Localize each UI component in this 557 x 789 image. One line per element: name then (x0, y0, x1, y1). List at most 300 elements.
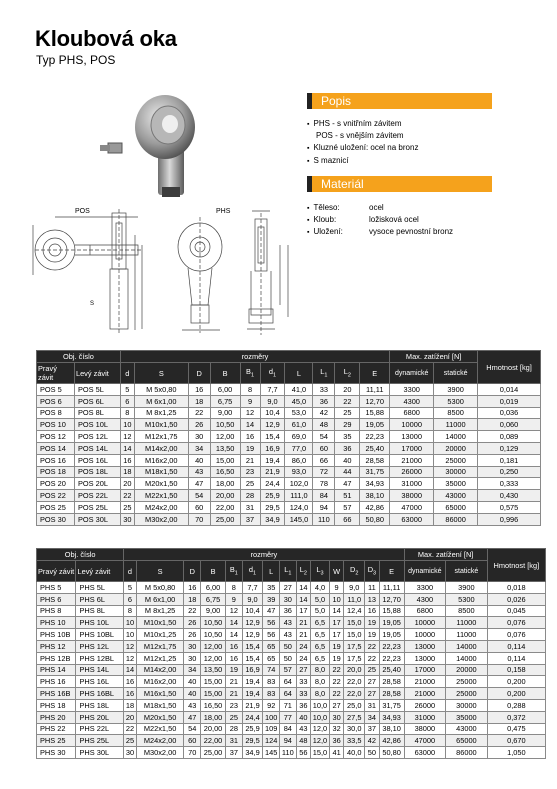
column-header-b1: $B_1$ (226, 561, 243, 582)
table-cell: PHS 14L (76, 664, 124, 676)
table-cell: 22,23 (379, 652, 404, 664)
table-cell: 8 (226, 582, 243, 594)
table-cell: 0,060 (478, 419, 541, 431)
table-cell: 13,50 (210, 442, 240, 454)
table-cell: 14 (226, 629, 243, 641)
table-cell: 16,9 (260, 442, 285, 454)
table-cell: 44 (335, 466, 360, 478)
table-row (37, 629, 546, 641)
table-cell: 20000 (434, 442, 478, 454)
table-cell: 24 (296, 640, 311, 652)
table-cell: 50,80 (379, 747, 404, 759)
table-cell: 11,11 (360, 384, 390, 396)
header-obj-cislo: Obj. číslo (37, 549, 124, 561)
table-cell: 10 (124, 617, 136, 629)
table-cell: 25 (226, 711, 243, 723)
table-cell: 22 (120, 490, 134, 502)
table-cell: 33,5 (344, 735, 365, 747)
table-cell: 47 (184, 711, 201, 723)
table-row (37, 676, 546, 688)
table-cell: POS 25 (37, 501, 75, 513)
table-cell: 6 (120, 395, 134, 407)
table-cell: 22 (365, 640, 380, 652)
product-photo (80, 87, 230, 202)
table-cell: 34 (365, 711, 380, 723)
table-cell: M10x1,50 (134, 419, 188, 431)
table-cell: 0,288 (487, 699, 545, 711)
table-cell: 110 (313, 513, 335, 525)
table-cell: 0,026 (487, 593, 545, 605)
table-cell: 30 (124, 747, 136, 759)
table-cell: 51 (335, 490, 360, 502)
table-cell: 25,40 (360, 442, 390, 454)
table-cell: POS 10L (74, 419, 120, 431)
table-cell: 12 (124, 640, 136, 652)
table-cell: 22 (329, 688, 344, 700)
table-cell: 19,4 (260, 454, 285, 466)
table-cell: M10x1,50 (136, 617, 184, 629)
table-cell: 17,5 (344, 640, 365, 652)
table-cell: POS 18L (74, 466, 120, 478)
table-cell: 15,4 (242, 640, 263, 652)
header-dynamicke: dynamické (390, 363, 434, 384)
table-cell: PHS 20L (76, 711, 124, 723)
table-cell: PHS 16 (37, 676, 76, 688)
table-cell: 64 (280, 688, 297, 700)
header-hmotnost: Hmotnost [kg] (478, 351, 541, 384)
table-cell: 14 (226, 617, 243, 629)
table-cell: 8,0 (311, 664, 330, 676)
table-cell: 66 (313, 454, 335, 466)
table-cell: 15,4 (242, 652, 263, 664)
column-header-l: L (285, 363, 313, 384)
table-cell: 34,93 (379, 711, 404, 723)
table-cell: 6800 (390, 407, 434, 419)
table-cell: 21000 (404, 676, 446, 688)
table-cell: 0,575 (478, 501, 541, 513)
popis-item: ▪ Kluzné uložení: ocel na bronz (307, 142, 418, 154)
table-cell: M 6x1,00 (134, 395, 188, 407)
popis-heading-bar (307, 93, 492, 109)
table-cell: 15,4 (260, 431, 285, 443)
table-cell: 37 (226, 747, 243, 759)
table-cell: 16,50 (201, 699, 226, 711)
table-cell: M 6x1,00 (136, 593, 184, 605)
table-cell: 14 (124, 664, 136, 676)
table-cell: 19 (365, 617, 380, 629)
table-cell: 42 (365, 735, 380, 747)
table-cell: POS 12 (37, 431, 75, 443)
table-cell: 0,181 (478, 454, 541, 466)
table-cell: 18 (188, 395, 210, 407)
table-cell: 77,0 (285, 442, 313, 454)
table-cell: 28 (240, 490, 260, 502)
table-cell: 21 (226, 688, 243, 700)
table-cell: 19,05 (379, 617, 404, 629)
table-cell: 84 (280, 723, 297, 735)
table-cell: POS 10 (37, 419, 75, 431)
table-cell: 28 (226, 723, 243, 735)
table-cell: 50,80 (360, 513, 390, 525)
table-cell: 53,0 (285, 407, 313, 419)
table-cell: 0,114 (487, 652, 545, 664)
table-cell: 10,50 (201, 629, 226, 641)
table-cell: 18 (184, 593, 201, 605)
table-cell: 43 (280, 617, 297, 629)
table-cell: 6,00 (210, 384, 240, 396)
column-header-d2: $D_2$ (344, 561, 365, 582)
table-row (37, 582, 546, 594)
table-row (37, 395, 541, 407)
table-cell: M14x2,00 (134, 442, 188, 454)
table-cell: PHS 16B (37, 688, 76, 700)
table-cell: 48 (313, 419, 335, 431)
column-header-l2: $L_2$ (296, 561, 311, 582)
table-cell: 23 (226, 699, 243, 711)
table-cell: 25,40 (379, 664, 404, 676)
table-cell: 56 (263, 617, 280, 629)
table-cell: POS 14 (37, 442, 75, 454)
table-cell: 0,129 (478, 442, 541, 454)
table-cell: 0,670 (487, 735, 545, 747)
table-cell: 17,5 (344, 652, 365, 664)
table-cell: 0,076 (487, 629, 545, 641)
table-cell: 32 (329, 723, 344, 735)
table-row (37, 466, 541, 478)
table-cell: POS 6 (37, 395, 75, 407)
column-header-d: d (124, 561, 136, 582)
header-staticke: statické (446, 561, 488, 582)
table-cell: 77 (280, 711, 297, 723)
phs-table (36, 548, 546, 759)
table-cell: 11,0 (344, 593, 365, 605)
table-cell: M 5x0,80 (136, 582, 184, 594)
table-cell: 3300 (404, 582, 446, 594)
table-cell: M30x2,00 (136, 747, 184, 759)
table-cell: 40 (184, 676, 201, 688)
material-row: ▪ Kloub: ložisková ocel (307, 214, 453, 226)
table-cell: PHS 20 (37, 711, 76, 723)
table-cell: 0,475 (487, 723, 545, 735)
table-cell: 18,00 (210, 478, 240, 490)
table-cell: 4,0 (311, 582, 330, 594)
table-cell: 6,5 (311, 652, 330, 664)
table-cell: 111,0 (285, 490, 313, 502)
table-cell: M 8x1,25 (134, 407, 188, 419)
table-cell: M 5x0,80 (134, 384, 188, 396)
table-cell: 10 (329, 593, 344, 605)
table-cell: 0,333 (478, 478, 541, 490)
table-cell: 16 (188, 384, 210, 396)
table-cell: 30,0 (344, 723, 365, 735)
table-cell: 47000 (404, 735, 446, 747)
table-cell: 19,05 (360, 419, 390, 431)
table-cell: 15,0 (311, 747, 330, 759)
table-cell: 19 (329, 652, 344, 664)
table-cell: PHS 25L (76, 735, 124, 747)
table-cell: 8 (240, 384, 260, 396)
table-cell: POS 8L (74, 407, 120, 419)
table-cell: 34 (184, 664, 201, 676)
table-cell: 21000 (404, 688, 446, 700)
material-list (307, 202, 453, 239)
table-cell: PHS 30 (37, 747, 76, 759)
table-cell: 6 (124, 593, 136, 605)
table-cell: 22,0 (344, 688, 365, 700)
table-cell: 31 (365, 699, 380, 711)
table-cell: 16 (120, 454, 134, 466)
table-cell: PHS 12B (37, 652, 76, 664)
table-cell: 22,23 (379, 640, 404, 652)
table-cell: 8500 (434, 407, 478, 419)
table-cell: 25,00 (210, 513, 240, 525)
table-cell: 4300 (390, 395, 434, 407)
table-cell: 56 (296, 747, 311, 759)
table-cell: 63000 (390, 513, 434, 525)
table-cell: 21,9 (242, 699, 263, 711)
table-cell: PHS 25 (37, 735, 76, 747)
table-cell: M16x1,50 (136, 688, 184, 700)
table-cell: 20,0 (344, 664, 365, 676)
table-cell: 5 (124, 582, 136, 594)
table-cell: 63000 (404, 747, 446, 759)
table-cell: 10 (124, 629, 136, 641)
table-cell: 0,996 (478, 513, 541, 525)
table-cell: 43 (280, 629, 297, 641)
table-cell: 12,4 (344, 605, 365, 617)
table-cell: 5,0 (311, 605, 330, 617)
table-cell: 65000 (446, 735, 488, 747)
column-header-d1: $d_1$ (260, 363, 285, 384)
table-cell: 19,4 (242, 676, 263, 688)
table-cell: 41 (329, 747, 344, 759)
table-cell: 12 (226, 605, 243, 617)
table-cell: M24x2,00 (136, 735, 184, 747)
table-cell: 41,0 (285, 384, 313, 396)
popis-item: ▪ PHS - s vnitřním závitem (307, 118, 418, 130)
table-row (37, 617, 546, 629)
column-header-d: d (120, 363, 134, 384)
table-cell: 10,0 (311, 699, 330, 711)
table-cell: 23 (240, 466, 260, 478)
table-cell: M 8x1,25 (136, 605, 184, 617)
column-header-l: L (263, 561, 280, 582)
table-cell: POS 5L (74, 384, 120, 396)
table-cell: 16 (184, 582, 201, 594)
table-cell: 0,372 (487, 711, 545, 723)
table-cell: 12,70 (360, 395, 390, 407)
popis-item: POS - s vnějším závitem (316, 131, 404, 141)
table-cell: 0,014 (478, 384, 541, 396)
table-cell: 43000 (446, 723, 488, 735)
table-cell: 30000 (446, 699, 488, 711)
table-cell: 33 (313, 384, 335, 396)
table-cell: 12,0 (311, 735, 330, 747)
page-title: Kloubová oka (35, 26, 177, 51)
table-cell: 9 (226, 593, 243, 605)
table-cell: 6,5 (311, 617, 330, 629)
header-hmotnost: Hmotnost [kg] (487, 549, 545, 582)
table-cell: 29,5 (242, 735, 263, 747)
table-cell: 40 (296, 711, 311, 723)
table-cell: POS 6L (74, 395, 120, 407)
table-cell: 5300 (434, 395, 478, 407)
table-cell: 24,4 (260, 478, 285, 490)
table-row (37, 407, 541, 419)
table-cell: 16 (124, 688, 136, 700)
table-cell: 9,0 (344, 582, 365, 594)
column-header-e: E (379, 561, 404, 582)
table-cell: 25,00 (201, 747, 226, 759)
table-cell: 12,9 (242, 617, 263, 629)
table-cell: 50 (280, 640, 297, 652)
table-cell: 37 (365, 723, 380, 735)
table-cell: 10000 (390, 419, 434, 431)
table-cell: 110 (280, 747, 297, 759)
table-cell: 12,9 (260, 419, 285, 431)
table-cell: 25000 (446, 676, 488, 688)
table-cell: POS 30 (37, 513, 75, 525)
table-cell: 10,4 (242, 605, 263, 617)
table-cell: 10 (120, 419, 134, 431)
table-cell: 12,00 (201, 640, 226, 652)
table-cell: 24,4 (242, 711, 263, 723)
table-cell: 1,050 (487, 747, 545, 759)
table-row (37, 431, 541, 443)
table-cell: 57 (280, 664, 297, 676)
table-cell: 60 (313, 442, 335, 454)
table-cell: 47 (188, 478, 210, 490)
table-row (37, 501, 541, 513)
table-cell: 83 (263, 676, 280, 688)
column-header-s: S (134, 363, 188, 384)
table-cell: 8,0 (311, 688, 330, 700)
table-cell: 84 (313, 490, 335, 502)
table-cell: M12x1,75 (136, 640, 184, 652)
table-cell: POS 20 (37, 478, 75, 490)
table-cell: 19 (329, 640, 344, 652)
table-cell: 25 (124, 735, 136, 747)
table-cell: 6,00 (201, 582, 226, 594)
table-cell: POS 20L (74, 478, 120, 490)
table-cell: 74 (263, 664, 280, 676)
column-header-w: W (329, 561, 344, 582)
table-cell: PHS 10BL (76, 629, 124, 641)
table-cell: 22,00 (210, 501, 240, 513)
table-cell: 65 (263, 652, 280, 664)
table-cell: 19 (365, 629, 380, 641)
table-cell: 25,0 (344, 699, 365, 711)
table-cell: 47 (335, 478, 360, 490)
table-cell: M16x2,00 (134, 454, 188, 466)
table-cell: 30 (184, 652, 201, 664)
table-cell: POS 8 (37, 407, 75, 419)
table-cell: 20 (124, 711, 136, 723)
table-cell: 26000 (404, 699, 446, 711)
page-subtitle: Typ PHS, POS (36, 53, 116, 67)
table-cell: POS 25L (74, 501, 120, 513)
table-cell: 25,9 (260, 490, 285, 502)
table-cell: 28,58 (379, 688, 404, 700)
table-cell: PHS 12 (37, 640, 76, 652)
table-cell: 16 (365, 605, 380, 617)
table-cell: 21 (240, 454, 260, 466)
table-row (37, 442, 541, 454)
table-cell: M20x1,50 (136, 711, 184, 723)
table-cell: 34,9 (260, 513, 285, 525)
table-cell: 6,5 (311, 640, 330, 652)
table-cell: 70 (184, 747, 201, 759)
phs-label: PHS (216, 208, 231, 215)
table-cell: 33 (296, 676, 311, 688)
table-cell: 92 (263, 699, 280, 711)
table-row (37, 699, 546, 711)
header-rozmery: rozměry (120, 351, 389, 363)
table-cell: 15,88 (360, 407, 390, 419)
column-header-s: S (136, 561, 184, 582)
table-cell: M20x1,50 (134, 478, 188, 490)
table-cell: 10,50 (210, 419, 240, 431)
table-cell: PHS 18 (37, 699, 76, 711)
pos-label: POS (75, 208, 90, 215)
table-cell: 10,4 (260, 407, 285, 419)
table-cell: 22 (188, 407, 210, 419)
table-cell: 35000 (446, 711, 488, 723)
column-header-e: E (360, 363, 390, 384)
table-cell: POS 22 (37, 490, 75, 502)
table-cell: POS 16 (37, 454, 75, 466)
table-cell: 36 (335, 442, 360, 454)
table-cell: 12 (124, 652, 136, 664)
table-cell: 17000 (390, 442, 434, 454)
table-cell: 145,0 (285, 513, 313, 525)
table-cell: 70 (188, 513, 210, 525)
table-cell: 48 (296, 735, 311, 747)
table-cell: 43 (188, 466, 210, 478)
table-cell: 30000 (434, 466, 478, 478)
table-cell: M18x1,50 (134, 466, 188, 478)
table-cell: 25000 (434, 454, 478, 466)
header-pravy: Pravý závit (37, 363, 75, 384)
table-cell: 14 (240, 419, 260, 431)
table-cell: 6,75 (210, 395, 240, 407)
table-row (37, 652, 546, 664)
table-cell: 0,114 (487, 640, 545, 652)
table-cell: 65000 (434, 501, 478, 513)
table-cell: 21000 (390, 454, 434, 466)
table-cell: 54 (313, 431, 335, 443)
table-cell: 29,5 (260, 501, 285, 513)
table-cell: 13000 (404, 640, 446, 652)
table-cell: 124 (263, 735, 280, 747)
table-cell: 86,0 (285, 454, 313, 466)
table-cell: 12,00 (210, 431, 240, 443)
table-cell: 27 (280, 582, 297, 594)
table-cell: 39 (263, 593, 280, 605)
table-cell: 30 (184, 640, 201, 652)
table-cell: 6,5 (311, 629, 330, 641)
table-cell: 13,50 (201, 664, 226, 676)
column-header-d3: $D_3$ (365, 561, 380, 582)
table-cell: 36 (296, 699, 311, 711)
table-row (37, 419, 541, 431)
table-cell: M22x1,50 (136, 723, 184, 735)
table-cell: 0,019 (478, 395, 541, 407)
table-cell: 38,10 (360, 490, 390, 502)
table-cell: 28,58 (360, 454, 390, 466)
table-cell: 30 (188, 431, 210, 443)
table-cell: 22 (124, 723, 136, 735)
